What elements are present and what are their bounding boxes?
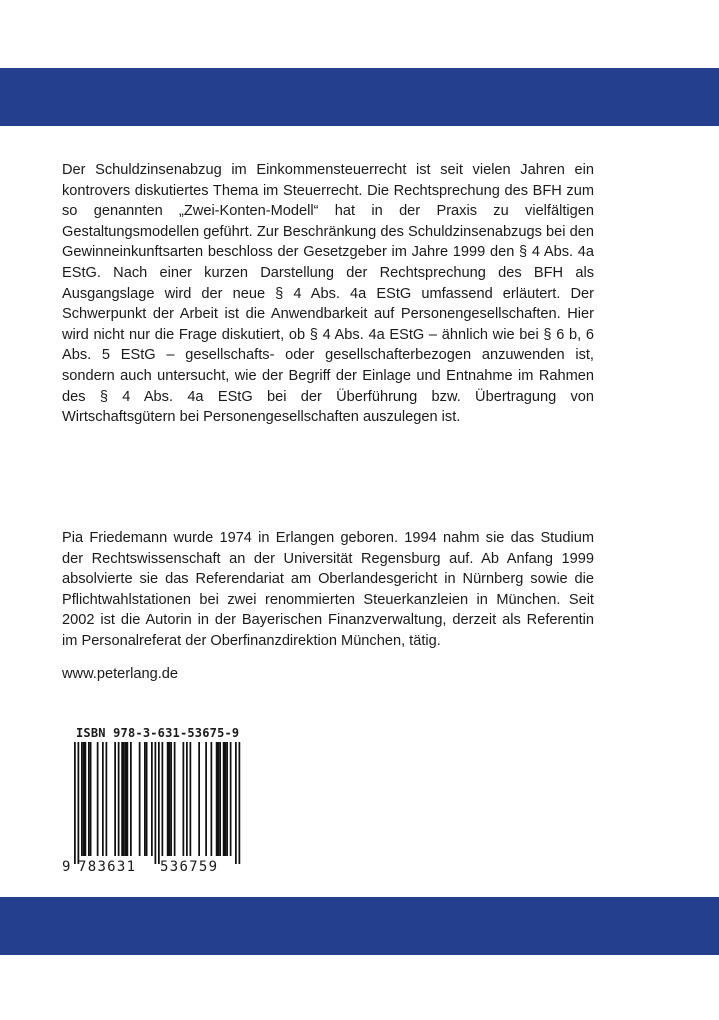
barcode-bar — [190, 742, 192, 856]
barcode-bar — [83, 742, 85, 856]
barcode-bar — [211, 742, 213, 856]
bottom-color-band — [0, 897, 719, 955]
barcode-bar — [146, 742, 148, 856]
barcode-bar — [121, 742, 123, 856]
barcode-bar — [186, 742, 188, 856]
barcode-bar — [81, 742, 83, 856]
barcode-bar — [174, 742, 176, 856]
barcode-bar — [198, 742, 200, 856]
barcode-bar — [162, 742, 164, 856]
barcode-digits — [62, 859, 252, 877]
barcode-bar — [106, 742, 108, 856]
barcode-bar — [226, 742, 228, 856]
barcode-bar — [123, 742, 125, 856]
barcode-bar — [216, 742, 218, 856]
barcode-bars — [62, 740, 252, 864]
barcode-bar — [139, 742, 141, 856]
barcode-bar — [183, 742, 185, 856]
barcode-bar — [158, 742, 160, 864]
barcode-bar — [239, 742, 241, 864]
isbn-barcode — [62, 726, 252, 878]
barcode-bar — [88, 742, 90, 856]
barcode-bar — [74, 742, 76, 864]
book-description: Der Schuldzinsenabzug im Einkommensteuerrecht ist seit vielen Jahren ein kontrovers diskutiertes Thema im Steuerrecht. Die Rechtsprechung des BFH zum so genannten „Zwei-Konten-Modell“ hat in der Praxis zu vielfältigen Gestaltungsmodellen geführt. Zur Beschränkung des Schuldzinsenabzugs bei den Gewinneinkunftsarten beschloss der Gesetzgeber im Jahre 1999 den § 4 Abs. 4a EStG. Nach einer kurzen Darstellung der Rechtsprechung des BFH als Ausgangslage wird der neue § 4 Abs. 4a EStG umfassend erläutert. Der Schwerpunkt der Arbeit ist die Anwendbarkeit auf Personengesellschaften. Hier wird nicht nur die Frage diskutiert, ob § 4 Abs. 4a EStG – ähnlich wie bei § 6 b, 6 Abs. 5 EStG – gesellschafts- oder gesellschafterbezogen anzuwenden ist, sondern auch untersucht, wie der Begriff der Einlage und Entnahme im Rahmen des § 4 Abs. 4a EStG bei der Überführung bzw. Übertragung von Wirtschaftsgütern bei Personengesellschaften auszulegen ist. — [62, 162, 594, 426]
author-biography: Pia Friedemann wurde 1974 in Erlangen geboren. 1994 nahm sie das Studium der Rechtswissenschaft an der Universität Regensburg auf. Ab Anfang 1999 absolvierte sie das Referendariat am Oberlandesgericht in Nürnberg sowie die Pflichtwahlstationen bei zwei renommierten Steuerkanzleien in München. Seit 2002 ist die Autorin in der Bayerischen Finanzverwaltung, derzeit als Referentin im Personalreferat der Oberfinanzdirektion München, tätig. — [62, 530, 594, 649]
barcode-bar — [151, 742, 153, 856]
barcode-bar — [130, 742, 132, 856]
barcode-bar — [155, 742, 157, 864]
barcode-bar — [223, 742, 225, 856]
barcode-bar — [235, 742, 237, 864]
isbn-label: ISBN 978-3-631-53675-9 — [76, 726, 240, 740]
barcode-bar — [78, 742, 80, 864]
barcode-bar — [230, 742, 232, 856]
barcode-bar — [90, 742, 92, 856]
publisher-website: www.peterlang.de — [62, 666, 179, 682]
barcode-digit-first: 9 — [62, 859, 71, 875]
barcode-bar — [127, 742, 129, 856]
barcode-bar — [102, 742, 104, 856]
barcode-bar — [97, 742, 99, 856]
barcode-bar — [219, 742, 221, 856]
barcode-bar — [118, 742, 120, 856]
barcode-bar — [85, 742, 87, 856]
barcode-bar — [167, 742, 169, 856]
barcode-digits-right: 536759 — [160, 859, 219, 875]
barcode-bar — [218, 742, 220, 856]
barcode-bar — [114, 742, 116, 856]
barcode-bar — [169, 742, 171, 856]
barcode-bar — [144, 742, 146, 856]
barcode-bar — [225, 742, 227, 856]
barcode-bar — [125, 742, 127, 856]
barcode-bar — [205, 742, 207, 856]
top-color-band — [0, 68, 719, 126]
barcode-bar — [170, 742, 172, 856]
barcode-digits-left: 783631 — [78, 859, 137, 875]
